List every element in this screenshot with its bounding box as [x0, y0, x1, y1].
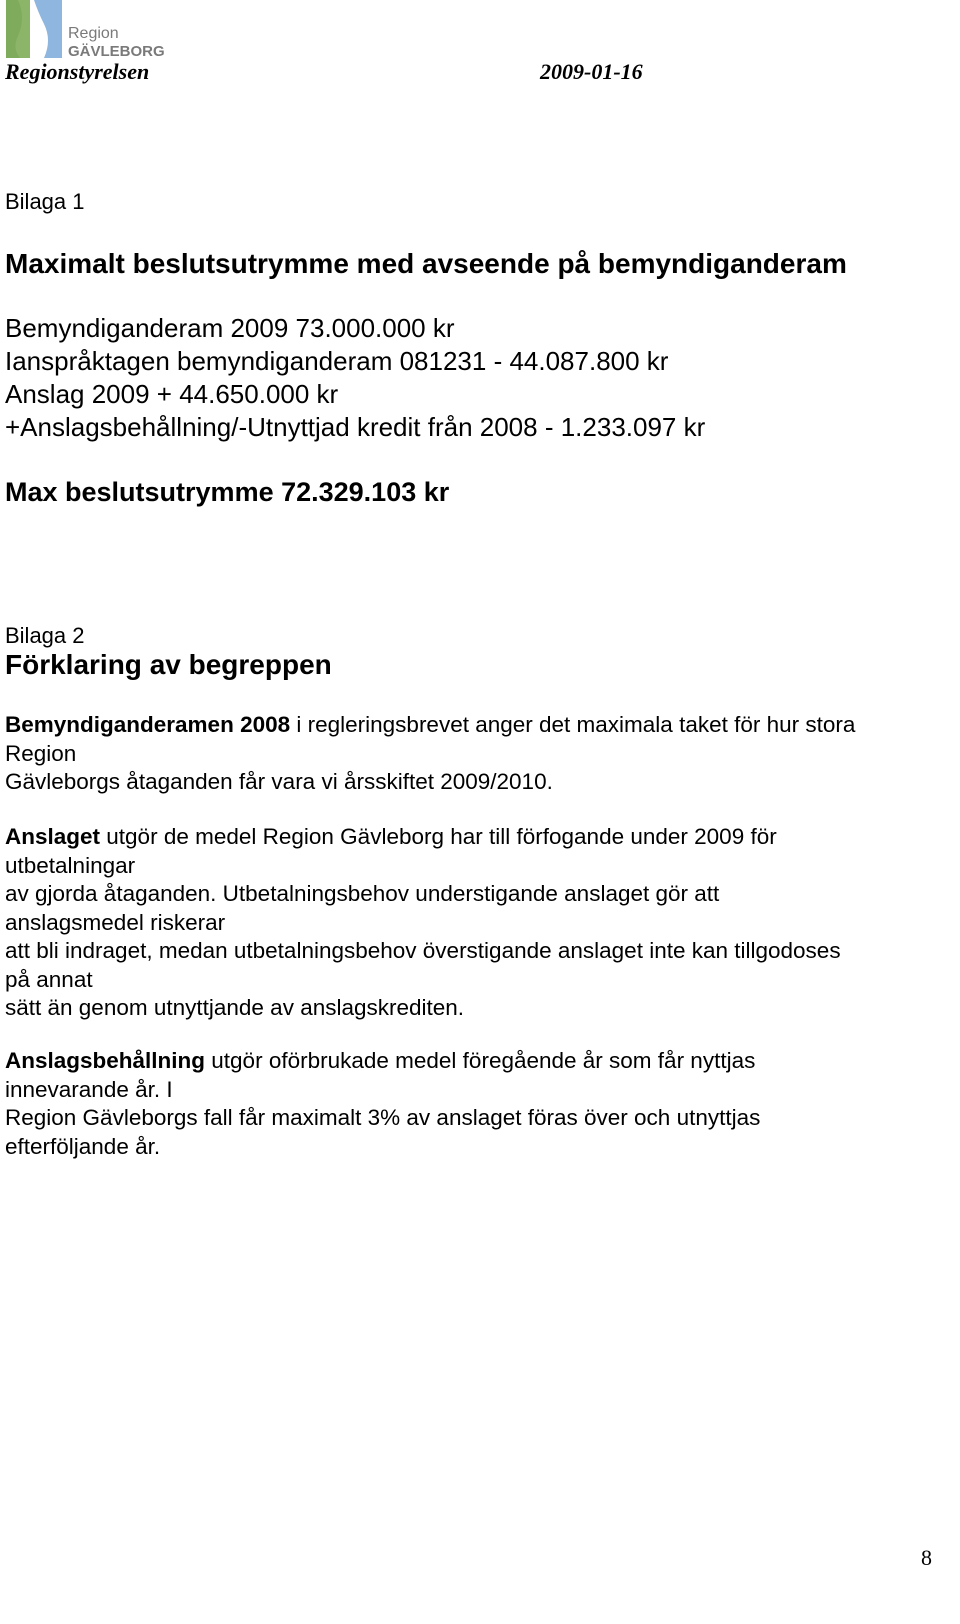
bilaga2-label: Bilaga 2 [5, 623, 85, 648]
budget-line: +Anslagsbehållning/-Utnyttjad kredit från 2008 - 1.233.097 kr [5, 412, 706, 442]
document-date: 2009-01-16 [540, 59, 643, 84]
definition-text: efterföljande år. [5, 1133, 161, 1159]
definition-text: i regleringsbrevet anger det maximala taket för hur stora [290, 712, 856, 737]
definition-text: utgör oförbrukade medel föregående år som får nyttjas [205, 1048, 756, 1073]
definition-anslagsbehallning [5, 1047, 940, 1161]
definition-term: Anslagsbehållning [5, 1048, 206, 1073]
page-number: 8 [921, 1545, 932, 1570]
region-gavleborg-logo [4, 0, 165, 62]
definition-text: Region [5, 740, 77, 766]
max-decision-space: Max beslutsutrymme 72.329.103 kr [5, 477, 450, 507]
logo-blue-shape [34, 0, 62, 58]
budget-line: Ianspråktagen bemyndiganderam 081231 - 44.087.800 kr [5, 346, 669, 376]
definition-anslaget [5, 823, 940, 1023]
definition-text: Gävleborgs åtaganden får vara vi årsskiftet 2009/2010. [5, 769, 553, 794]
organization-name: Regionstyrelsen [5, 59, 150, 84]
definition-text: att bli indraget, medan utbetalningsbehov överstigande anslaget inte kan tillgodoses [5, 938, 841, 963]
definition-text: anslagsmedel riskerar [5, 909, 226, 935]
budget-lines [5, 312, 940, 444]
logo-text-gavleborg: GÄVLEBORG [68, 43, 165, 60]
definition-text: utbetalningar [5, 852, 136, 878]
logo-text-region: Region [68, 25, 119, 42]
definition-text: Region Gävleborgs fall får maximalt 3% av anslaget föras över och utnyttjas [5, 1105, 761, 1130]
bilaga2-title: Förklaring av begreppen [5, 649, 332, 680]
bilaga1-label: Bilaga 1 [5, 189, 85, 214]
budget-line: Bemyndiganderam 2009 73.000.000 kr [5, 313, 455, 343]
definition-text: innevarande år. I [5, 1076, 173, 1102]
budget-line: Anslag 2009 + 44.650.000 kr [5, 379, 339, 409]
logo-graphic [4, 0, 165, 62]
definition-term: Bemyndiganderamen 2008 [5, 712, 291, 737]
definition-text: utgör de medel Region Gävleborg har till förfogande under 2009 för [100, 824, 777, 849]
definition-text: av gjorda åtaganden. Utbetalningsbehov understigande anslaget gör att [5, 881, 720, 906]
definition-bemyndiganderamen [5, 711, 940, 797]
definition-term: Anslaget [5, 824, 101, 849]
bilaga1-title: Maximalt beslutsutrymme med avseende på bemyndiganderam [5, 248, 847, 279]
definition-text: på annat [5, 966, 93, 992]
definition-text: sätt än genom utnyttjande av anslagskrediten. [5, 995, 465, 1020]
